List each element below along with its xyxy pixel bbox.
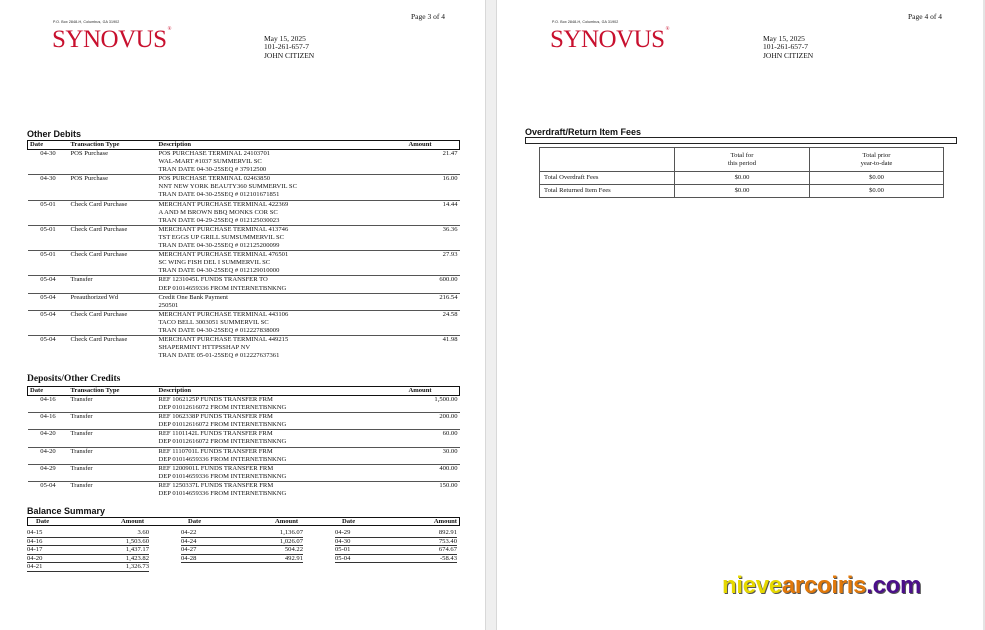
col-header-amount: Amount [407, 141, 460, 150]
bank-address: P.O. Box 2848-H, Columbus, GA 31902 [53, 20, 120, 24]
txn-date: 05-01 [40, 200, 56, 208]
table-row [28, 310, 460, 335]
other-debits-table [27, 140, 460, 360]
bal-header-date-1: Date [36, 518, 50, 525]
description-line: DEP 01014659336 FROM INTERNETBNKNG [158, 284, 287, 292]
description-line: WAL-MART #1037 SUMMERVIL SC [158, 158, 262, 166]
col-header-this-period [675, 148, 810, 172]
description-line: MERCHANT PURCHASE TERMINAL 476501 [158, 251, 289, 259]
table-row [28, 447, 460, 464]
txn-date: 04-20 [40, 430, 56, 438]
txn-amount: 400.00 [439, 464, 458, 472]
balance-amount: 492.91 [284, 554, 303, 562]
balance-amount: 1,437.17 [125, 546, 149, 553]
bal-header-date-2: Date [188, 518, 202, 525]
balance-date: 04-22 [181, 529, 197, 536]
description-line: REF 1062338P FUNDS TRANSFER FRM [158, 413, 273, 421]
fee-label: Total Returned Item Fees [540, 185, 675, 198]
header-line: Total prior [862, 151, 891, 159]
txn-amount: 41.98 [442, 336, 458, 344]
header-line: year-to-date [860, 159, 893, 167]
txn-description [157, 200, 407, 225]
account-holder: JOHN CITIZEN [763, 50, 814, 60]
statement-page-3 [0, 0, 485, 630]
balance-amount: 1,503.60 [125, 537, 149, 545]
table-row [28, 336, 460, 361]
table-row [28, 293, 460, 310]
page-gutter [485, 0, 497, 630]
account-number: 101-261-657-7 [264, 42, 309, 52]
balance-date: 04-16 [27, 537, 43, 545]
description-line: DEP 01012616072 FROM INTERNETBNKNG [158, 404, 287, 412]
balance-row [335, 538, 457, 547]
description-line: TRAN DATE 04-30-25SEQ # 012125200099 [158, 242, 280, 250]
txn-description [157, 430, 407, 447]
col-header-date: Date [28, 141, 69, 150]
balance-amount: 1,136.07 [279, 529, 303, 536]
description-line: REF 1062125P FUNDS TRANSFER FRM [158, 396, 273, 403]
balance-amount: -58.43 [439, 554, 457, 562]
table-row [28, 481, 460, 498]
fee-ytd: $0.00 [810, 172, 944, 185]
synovus-logo [52, 27, 171, 52]
fee-period: $0.00 [675, 185, 810, 198]
overdraft-header-row [540, 148, 944, 172]
txn-description [157, 225, 407, 250]
balance-date: 04-28 [181, 554, 197, 562]
balance-date: 04-17 [27, 546, 43, 553]
header-line: Total for [730, 151, 754, 159]
txn-type: Transfer [70, 481, 93, 489]
table-row [28, 225, 460, 250]
bal-header-amount-1: Amount [121, 518, 145, 525]
txn-description [157, 413, 407, 430]
txn-description [157, 251, 407, 276]
balance-date: 04-24 [181, 537, 197, 545]
txn-date: 04-30 [40, 150, 56, 157]
txn-type: Transfer [70, 430, 93, 438]
balance-row [27, 563, 149, 572]
balance-date: 04-27 [181, 546, 197, 553]
statement-date: May 15, 2025 [763, 34, 805, 43]
balance-row [181, 555, 303, 564]
balance-row [181, 538, 303, 547]
txn-description [157, 310, 407, 335]
description-line: SHAPERMINT HTTPSSHAP NV [158, 344, 251, 352]
bal-header-date-3: Date [342, 518, 356, 525]
table-row [28, 396, 460, 413]
balance-amount: 1,326.73 [125, 563, 149, 570]
synovus-logo [550, 27, 669, 52]
txn-amount: 30.00 [442, 447, 458, 455]
txn-type: Transfer [70, 447, 93, 455]
table-row [28, 150, 460, 175]
logo-text: SYNOVUS [550, 26, 665, 53]
description-line: TRAN DATE 04-30-25SEQ # 012129010000 [158, 267, 280, 275]
description-line: A AND M BROWN BBQ MONKS COR SC [158, 208, 278, 216]
description-line: MERCHANT PURCHASE TERMINAL 449215 [158, 336, 289, 344]
table-row [28, 464, 460, 481]
description-line: SC WING FISH DEL I SUMMERVIL SC [158, 259, 271, 267]
txn-amount: 200.00 [439, 413, 458, 421]
watermark-part: .com [866, 572, 922, 599]
watermark-part: arcoiris [781, 572, 867, 599]
description-line: REF 1110701L FUNDS TRANSFER FRM [158, 447, 273, 455]
balance-date: 04-20 [27, 554, 43, 562]
txn-amount: 36.36 [442, 225, 458, 233]
description-line: TRAN DATE 04-29-25SEQ # 012125030023 [158, 216, 280, 224]
txn-type: Transfer [70, 464, 93, 472]
fee-period: $0.00 [675, 172, 810, 185]
balance-amount: 1,423.82 [125, 554, 149, 562]
table-row [28, 276, 460, 293]
watermark-part: nieve [722, 572, 782, 599]
description-line: TST EGGS UP GRILL SUMSUMMERVIL SC [158, 233, 285, 241]
overdraft-row [540, 172, 944, 185]
blank-header [540, 148, 675, 172]
txn-amount: 60.00 [442, 430, 458, 438]
txn-date: 05-01 [40, 251, 56, 259]
txn-description [157, 336, 407, 361]
bal-header-amount-2: Amount [275, 518, 299, 525]
description-line: DEP 01012616072 FROM INTERNETBNKNG [158, 421, 287, 429]
balance-date: 04-29 [335, 529, 351, 536]
description-line: DEP 01014659336 FROM INTERNETBNKNG [158, 490, 287, 498]
overdraft-header-bar [525, 137, 957, 144]
balance-row [27, 538, 149, 547]
balance-date: 04-30 [335, 537, 351, 545]
page-number: Page 3 of 4 [411, 12, 445, 21]
description-line: NNT NEW YORK BEAUTY360 SUMMERVIL SC [158, 183, 297, 191]
col-header-type: Transaction Type [69, 387, 157, 396]
txn-amount: 1,500.00 [434, 396, 458, 403]
txn-date: 04-30 [40, 175, 56, 183]
balance-row [181, 546, 303, 555]
txn-date: 04-16 [40, 413, 56, 421]
description-line: TRAN DATE 04-30-25SEQ # 012227838009 [158, 326, 280, 334]
logo-text: SYNOVUS [52, 26, 167, 53]
balance-row [27, 555, 149, 564]
balance-amount: 674.67 [438, 546, 457, 553]
txn-type: Check Card Purchase [70, 336, 128, 344]
txn-type: Check Card Purchase [70, 310, 128, 318]
statement-page-4 [497, 0, 985, 630]
balance-amount: 1,026.07 [279, 537, 303, 545]
txn-description [157, 396, 407, 413]
description-line: REF 1101142L FUNDS TRANSFER FRM [158, 430, 273, 438]
txn-date: 05-01 [40, 225, 56, 233]
col-header-description: Description [157, 141, 407, 150]
table-header-row [28, 141, 460, 150]
description-line: REF 1200901L FUNDS TRANSFER FRM [158, 464, 274, 472]
txn-type: Check Card Purchase [70, 251, 128, 259]
bank-address: P.O. Box 2848-H, Columbus, GA 31902 [552, 20, 619, 24]
col-header-type: Transaction Type [69, 141, 157, 150]
balance-date: 05-01 [335, 546, 351, 553]
description-line: MERCHANT PURCHASE TERMINAL 413746 [158, 225, 289, 233]
txn-amount: 24.58 [442, 310, 458, 318]
txn-amount: 21.47 [442, 150, 458, 157]
statement-meta [264, 35, 314, 60]
balance-row [27, 546, 149, 555]
txn-date: 05-04 [40, 336, 56, 344]
registered-mark: ® [665, 27, 669, 32]
txn-date: 04-16 [40, 396, 56, 403]
txn-description [157, 447, 407, 464]
table-header-row [28, 387, 460, 396]
txn-date: 05-04 [40, 310, 56, 318]
txn-type: Transfer [70, 396, 93, 403]
description-line: DEP 01012616072 FROM INTERNETBNKNG [158, 438, 287, 446]
description-line: POS PURCHASE TERMINAL 02463850 [158, 175, 271, 183]
txn-amount: 600.00 [439, 276, 458, 284]
table-row [28, 413, 460, 430]
txn-type: Transfer [70, 413, 93, 421]
balance-column-3 [335, 529, 457, 563]
txn-type: Preauthorized Wd [70, 293, 119, 301]
balance-row [335, 546, 457, 555]
txn-type: Check Card Purchase [70, 200, 128, 208]
description-line: REF 1231045L FUNDS TRANSFER TO [158, 276, 268, 284]
txn-type: POS Purchase [70, 175, 109, 183]
txn-description [157, 481, 407, 498]
description-line: TRAN DATE 05-01-25SEQ # 012227637361 [158, 352, 280, 360]
balance-amount: 504.22 [284, 546, 303, 553]
statement-date: May 15, 2025 [264, 34, 306, 43]
txn-amount: 14.44 [442, 200, 458, 208]
txn-description [157, 175, 407, 200]
txn-amount: 150.00 [439, 481, 458, 489]
fee-ytd: $0.00 [810, 185, 944, 198]
balance-row [181, 529, 303, 538]
balance-date: 05-04 [335, 554, 351, 562]
returned-item-row [540, 185, 944, 198]
txn-type: Check Card Purchase [70, 225, 128, 233]
col-header-ytd [810, 148, 944, 172]
balance-date: 04-15 [27, 529, 43, 536]
balance-row [335, 529, 457, 538]
txn-date: 05-04 [40, 481, 56, 489]
txn-type: POS Purchase [70, 150, 109, 157]
balance-summary-header [27, 517, 460, 526]
statement-meta [763, 35, 813, 60]
table-row [28, 430, 460, 447]
txn-type: Transfer [70, 276, 93, 284]
balance-amount: 3.60 [137, 529, 149, 536]
txn-description [157, 464, 407, 481]
description-line: TRAN DATE 04-30-25SEQ # 37912500 [158, 166, 267, 174]
description-line: REF 1250337L FUNDS TRANSFER FRM [158, 481, 274, 489]
bal-header-amount-3: Amount [433, 518, 457, 525]
balance-row [27, 529, 149, 538]
description-line: TRAN DATE 04-30-25SEQ # 012101671851 [158, 191, 280, 199]
page-number: Page 4 of 4 [908, 12, 942, 21]
txn-description [157, 276, 407, 293]
description-line: MERCHANT PURCHASE TERMINAL 422369 [158, 200, 289, 208]
txn-amount: 16.00 [442, 175, 458, 183]
account-number: 101-261-657-7 [763, 42, 808, 52]
table-row [28, 200, 460, 225]
description-line: DEP 01014659336 FROM INTERNETBNKNG [158, 455, 287, 463]
table-row [28, 251, 460, 276]
txn-amount: 216.54 [439, 293, 458, 301]
balance-amount: 892.91 [438, 529, 457, 536]
deposits-table [27, 386, 460, 498]
description-line: POS PURCHASE TERMINAL 24103701 [158, 150, 271, 157]
balance-amount: 753.40 [438, 537, 457, 545]
txn-date: 04-29 [40, 464, 56, 472]
description-line: Credit One Bank Payment [158, 293, 228, 301]
balance-row [335, 555, 457, 564]
balance-column-2 [181, 529, 303, 563]
other-debits-title: Other Debits [27, 129, 82, 139]
description-line: DEP 01014659336 FROM INTERNETBNKNG [158, 472, 287, 480]
col-header-date: Date [28, 387, 69, 396]
overdraft-fees-table [539, 147, 944, 198]
description-line: TACO BELL 3003051 SUMMERVIL SC [158, 318, 269, 326]
col-header-description: Description [157, 387, 407, 396]
fee-label: Total Overdraft Fees [540, 172, 675, 185]
deposits-title: Deposits/Other Credits [27, 374, 121, 384]
description-line: MERCHANT PURCHASE TERMINAL 443106 [158, 310, 289, 318]
balance-column-1 [27, 529, 149, 572]
txn-description [157, 293, 407, 310]
txn-description [157, 150, 407, 175]
watermark [722, 572, 921, 600]
txn-date: 04-20 [40, 447, 56, 455]
txn-date: 05-04 [40, 293, 56, 301]
col-header-amount: Amount [407, 387, 460, 396]
table-row [28, 175, 460, 200]
description-line: 250501 [158, 301, 179, 309]
balance-date: 04-21 [27, 563, 43, 570]
overdraft-title: Overdraft/Return Item Fees [525, 127, 642, 137]
balance-summary-title: Balance Summary [27, 506, 106, 516]
header-line: this period [727, 159, 757, 167]
account-holder: JOHN CITIZEN [264, 50, 315, 60]
txn-amount: 27.93 [442, 251, 458, 259]
txn-date: 05-04 [40, 276, 56, 284]
registered-mark: ® [167, 27, 171, 32]
